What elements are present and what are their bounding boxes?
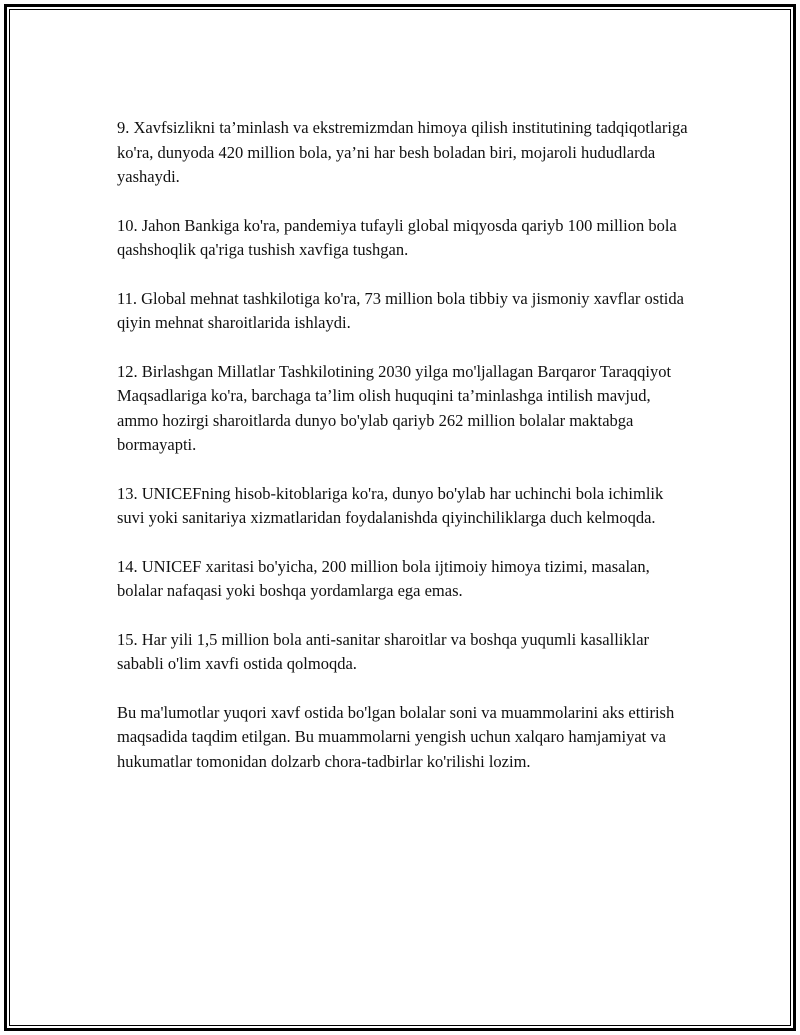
paragraph-item-14: 14. UNICEF xaritasi bo'yicha, 200 million bola ijtimoiy himoya tizimi, masalan, bolalar nafaqasi yoki boshqa yordamlarga ega emas. (117, 556, 650, 600)
paragraph-item-15: 15. Har yili 1,5 million bola anti-sanitar sharoitlar va boshqa yuqumli kasalliklar sababli o'lim xavfi ostida qolmoqda. (117, 629, 650, 673)
paragraph-conclusion: Bu ma'lumotlar yuqori xavf ostida bo'lgan bolalar soni va muammolarini aks ettirish maqsadida taqdim etilgan. Bu muammolarni yengish uchun xalqaro hamjamiyat va hukumatlar tomonidan dolzarb chora-tadbirlar ko'rilishi lozim. (117, 702, 675, 771)
document-body (117, 116, 689, 798)
paragraph-item-12: 12. Birlashgan Millatlar Tashkilotining 2030 yilga mo'ljallagan Barqaror Taraqqiyot Maqsadlariga ko'ra, barchaga ta’lim olish huquqini ta’minlashga intilish mavjud, ammo hozirgi sharoitlarda dunyo bo'ylab qariyb 262 million bolalar maktabga bormayapti. (117, 361, 672, 454)
paragraph-item-13: 13. UNICEFning hisob-kitoblariga ko'ra, dunyo bo'ylab har uchinchi bola ichimlik suvi yoki sanitariya xizmatlaridan foydalanishda qiyinchiliklarga duch kelmoqda. (117, 483, 664, 527)
paragraph-item-10: 10. Jahon Bankiga ko'ra, pandemiya tufayli global miqyosda qariyb 100 million bola qashshoqlik qa'riga tushish xavfiga tushgan. (117, 215, 677, 259)
paragraph-item-11: 11. Global mehnat tashkilotiga ko'ra, 73 million bola tibbiy va jismoniy xavflar ostida qiyin mehnat sharoitlarida ishlaydi. (117, 288, 684, 332)
paragraph-item-9: 9. Xavfsizlikni ta’minlash va ekstremizmdan himoya qilish institutining tadqiqotlariga ko'ra, dunyoda 420 million bola, ya’ni har besh boladan biri, mojaroli hududlarda yashaydi. (117, 118, 688, 186)
